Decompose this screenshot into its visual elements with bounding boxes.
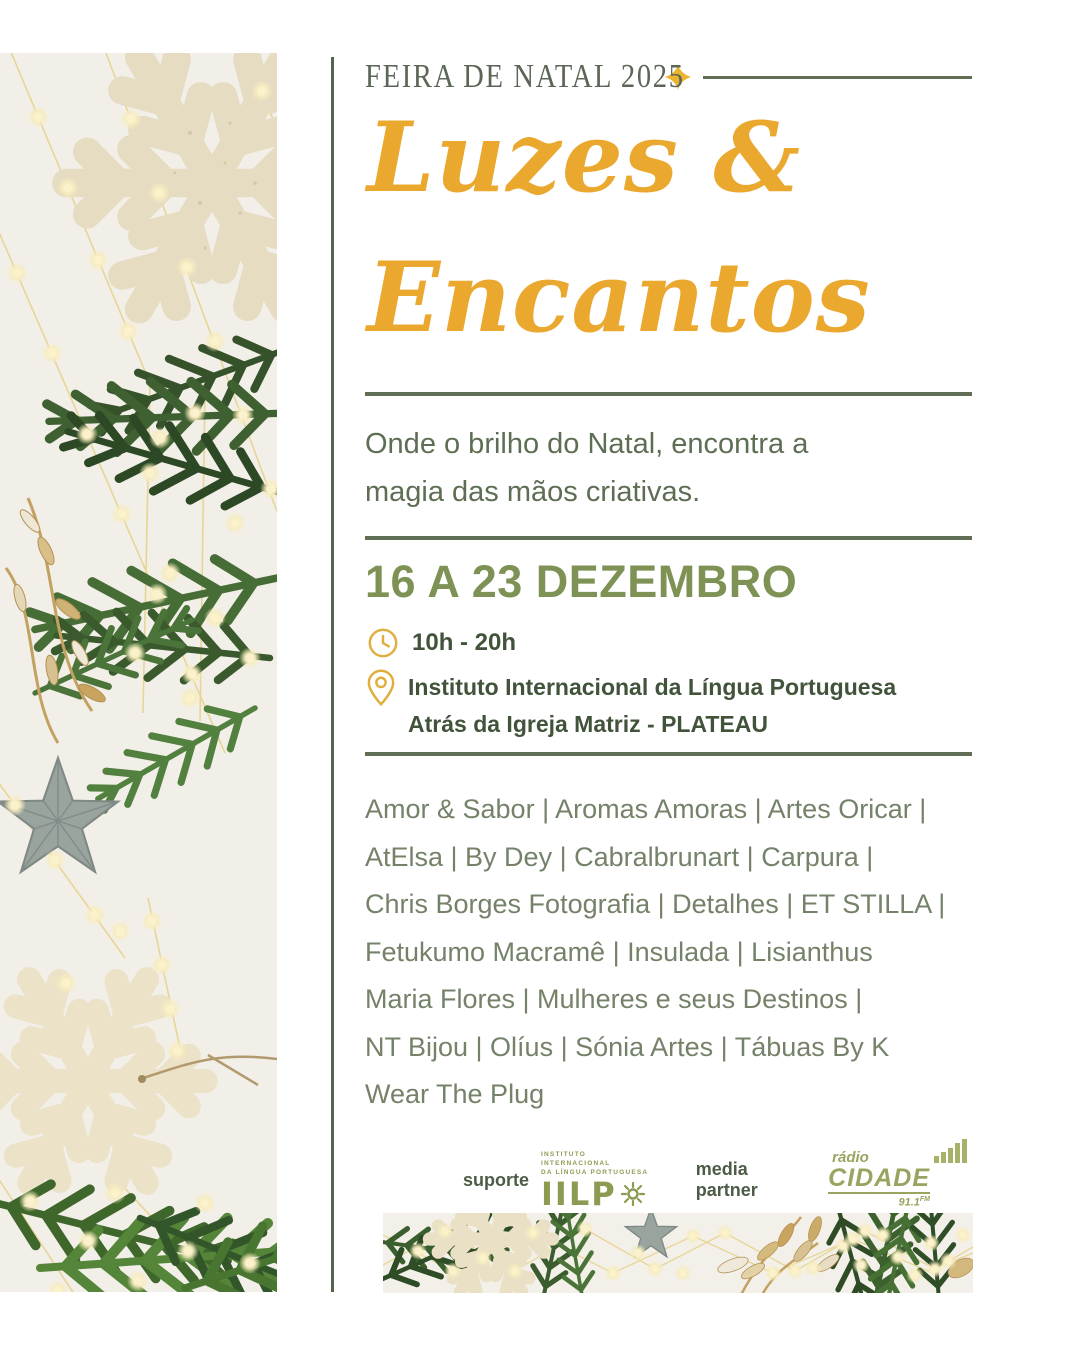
venue-line2: Atrás da Igreja Matriz - PLATEAU: [408, 711, 768, 737]
christmas-decor-photo-bottom: [383, 1213, 973, 1293]
iilp-sun-icon: [620, 1181, 646, 1207]
christmas-decor-photo-left: [0, 53, 277, 1292]
event-title: [367, 88, 871, 368]
tagline: [365, 420, 808, 516]
partners-footer: [365, 1142, 972, 1218]
decor-left-illustration: [0, 53, 277, 1292]
radio-cidade-logo: [828, 1151, 972, 1209]
venue-line1: Instituto Internacional da Língua Portuguesa: [408, 674, 897, 700]
tagline-line1: Onde o brilho do Natal, encontra a: [365, 428, 809, 460]
clock-icon: [367, 627, 399, 659]
radio-name: CIDADE: [828, 1164, 930, 1193]
radio-frequency: $91.1^{FM}$: [898, 1196, 930, 1209]
vendor-list: [365, 786, 945, 1119]
iilp-name: INSTITUTO INTERNACIONAL DA LÍNGUA PORTUGUESA: [541, 1150, 649, 1176]
vendor-line: Chris Borges Fotografia | Detalhes | ET STILLA |: [365, 889, 946, 919]
vendor-line: NT Bijou | Olíus | Sónia Artes | Tábuas By K: [365, 1031, 890, 1062]
tagline-line2: magia das mãos criativas.: [365, 476, 701, 508]
divider-top: [365, 392, 972, 396]
radio-equalizer-icon: [934, 1139, 968, 1163]
event-hours: 10h - 20h: [412, 629, 517, 656]
divider-middle: [365, 536, 972, 540]
venue-text: [408, 669, 896, 743]
title-line1: Luzes &: [367, 101, 802, 214]
hours-row: [367, 627, 516, 659]
location-pin-icon: [367, 669, 395, 707]
event-dates: 16 A 23 DEZEMBRO: [365, 556, 798, 607]
vendor-line: Wear The Plug: [365, 1079, 545, 1109]
decor-bottom-illustration: [383, 1213, 973, 1293]
radio-prefix: rádio: [832, 1149, 869, 1167]
vendor-line: Fetukumo Macramê | Insulada | Lisianthus: [365, 936, 873, 967]
header-rule: [703, 76, 972, 79]
iilp-acronym: IILP: [541, 1174, 617, 1213]
content-column: [365, 0, 972, 1350]
vendor-line: AtElsa | By Dey | Cabralbrunart | Carpura |: [365, 841, 874, 872]
media-partner-label: media partner: [695, 1159, 758, 1200]
iilp-logo: [541, 1150, 658, 1211]
vendor-line: Amor & Sabor | Aromas Amoras | Artes Oricar |: [365, 794, 927, 824]
event-kicker: FEIRA DE NATAL 2025: [365, 58, 685, 95]
divider-bottom: [365, 752, 972, 756]
vendor-line: Maria Flores | Mulheres e seus Destinos |: [365, 984, 863, 1014]
support-label: suporte: [463, 1169, 530, 1190]
vertical-divider: [331, 57, 334, 1292]
title-line2: Encantos: [367, 241, 871, 354]
venue-row: [367, 669, 896, 743]
